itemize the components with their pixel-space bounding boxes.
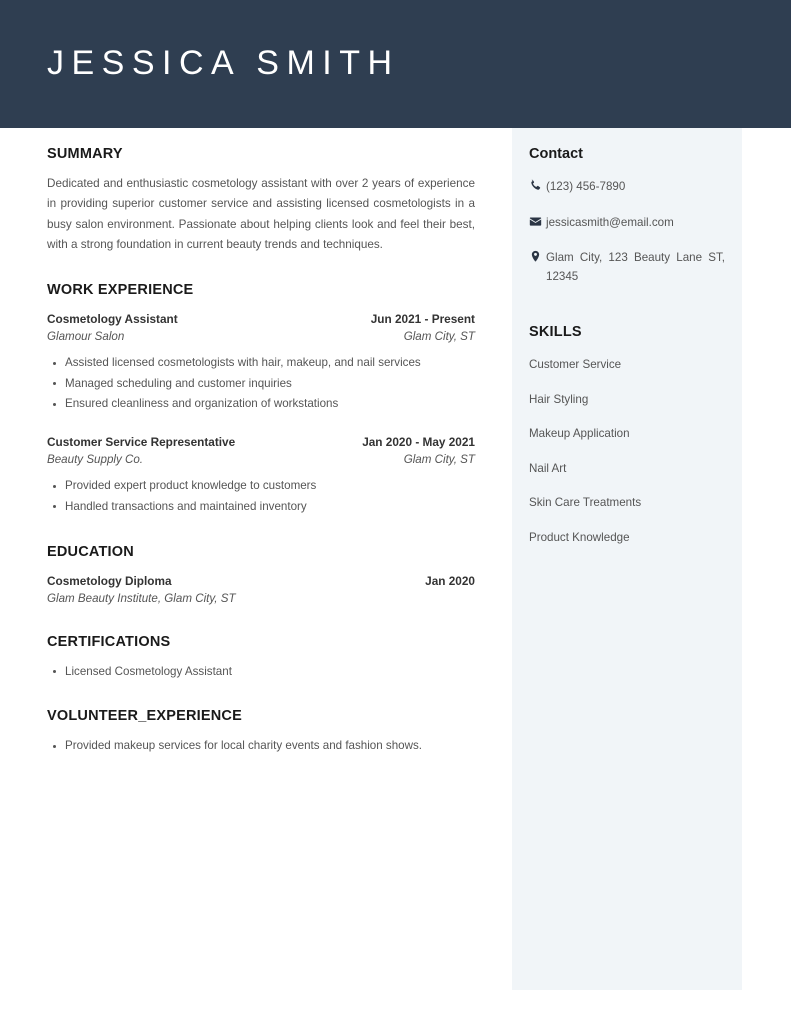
- education-degree-row: [47, 572, 475, 590]
- education-date: Jan 2020: [425, 573, 475, 588]
- volunteer-item: Provided makeup services for local charity events and fashion shows.: [65, 736, 475, 757]
- certification-item: Licensed Cosmetology Assistant: [65, 662, 475, 683]
- resume-header: [0, 0, 791, 128]
- job-bullet: Provided expert product knowledge to customers: [65, 476, 475, 497]
- contact-phone: (123) 456-7890: [546, 180, 626, 193]
- job-bullet: Assisted licensed cosmetologists with hair, makeup, and nail services: [65, 353, 475, 374]
- work-entry: [47, 310, 475, 415]
- certifications-heading: CERTIFICATIONS: [47, 633, 171, 650]
- summary-text: Dedicated and enthusiastic cosmetology assistant with over 2 years of experience in providing superior customer service and assisting licensed cosmetologists in a busy salon environment. Passionate about helping clients look and feel their best, with a strong foundation in current beauty trends and techniques.: [47, 177, 475, 252]
- contact-email-row: [529, 214, 725, 233]
- section-certifications: [47, 634, 475, 683]
- work-entry-org-row: [47, 328, 475, 346]
- job-bullet-list: [47, 476, 475, 517]
- section-education: [47, 544, 475, 608]
- sidebar-panel: [512, 128, 742, 990]
- contact-heading: Contact: [529, 146, 583, 162]
- education-entry: [47, 572, 475, 608]
- contact-address: Glam City, 123 Beauty Lane ST, 12345: [546, 251, 725, 283]
- job-bullet-list: [47, 353, 475, 415]
- skill-item: Skin Care Treatments: [529, 496, 642, 510]
- sidebar-column: [475, 128, 791, 990]
- candidate-name: JESSICA SMITH: [47, 44, 400, 83]
- section-contact: [529, 146, 725, 286]
- resume-body: [0, 128, 791, 990]
- work-entry-title-row: [47, 310, 475, 328]
- envelope-icon: [529, 214, 546, 228]
- location-pin-icon: [529, 249, 546, 263]
- job-title: Customer Service Representative: [47, 435, 236, 449]
- work-experience-heading: WORK EXPERIENCE: [47, 281, 194, 298]
- skill-item: Customer Service: [529, 358, 622, 372]
- job-location: Glam City, ST: [403, 330, 475, 344]
- education-degree: Cosmetology Diploma: [47, 573, 172, 588]
- education-school-row: [47, 590, 475, 608]
- volunteer-heading: VOLUNTEER_EXPERIENCE: [47, 708, 242, 725]
- section-skills: [529, 324, 725, 547]
- contact-phone-row: [529, 178, 725, 197]
- job-organization: Beauty Supply Co.: [47, 453, 144, 467]
- skill-item: Nail Art: [529, 461, 567, 475]
- education-school: Glam Beauty Institute, Glam City, ST: [47, 591, 236, 605]
- skill-item: Product Knowledge: [529, 530, 630, 544]
- job-bullet: Handled transactions and maintained inventory: [65, 497, 475, 518]
- job-title: Cosmetology Assistant: [47, 311, 178, 326]
- job-bullet: Managed scheduling and customer inquiries: [65, 374, 475, 395]
- volunteer-list: [47, 736, 475, 757]
- contact-email: jessicasmith@email.com: [546, 215, 674, 229]
- job-date: Jan 2020 - May 2021: [362, 435, 475, 449]
- skills-heading: SKILLS: [529, 324, 582, 341]
- education-heading: EDUCATION: [47, 543, 134, 560]
- job-date: Jun 2021 - Present: [370, 311, 475, 326]
- main-column: [0, 128, 475, 757]
- section-volunteer-experience: [47, 708, 475, 757]
- skill-item: Hair Styling: [529, 392, 589, 406]
- job-bullet: Ensured cleanliness and organization of workstations: [65, 394, 475, 415]
- work-entry-title-row: [47, 433, 475, 451]
- contact-address-row: [529, 249, 725, 286]
- skill-item: Makeup Application: [529, 427, 630, 441]
- job-location: Glam City, ST: [403, 453, 475, 467]
- summary-heading: SUMMARY: [47, 146, 123, 162]
- job-organization: Glamour Salon: [47, 330, 125, 344]
- section-summary: [47, 146, 475, 256]
- section-work-experience: [47, 282, 475, 518]
- phone-icon: [529, 178, 546, 192]
- work-entry: [47, 433, 475, 518]
- certification-list: [47, 662, 475, 683]
- work-entry-org-row: [47, 451, 475, 469]
